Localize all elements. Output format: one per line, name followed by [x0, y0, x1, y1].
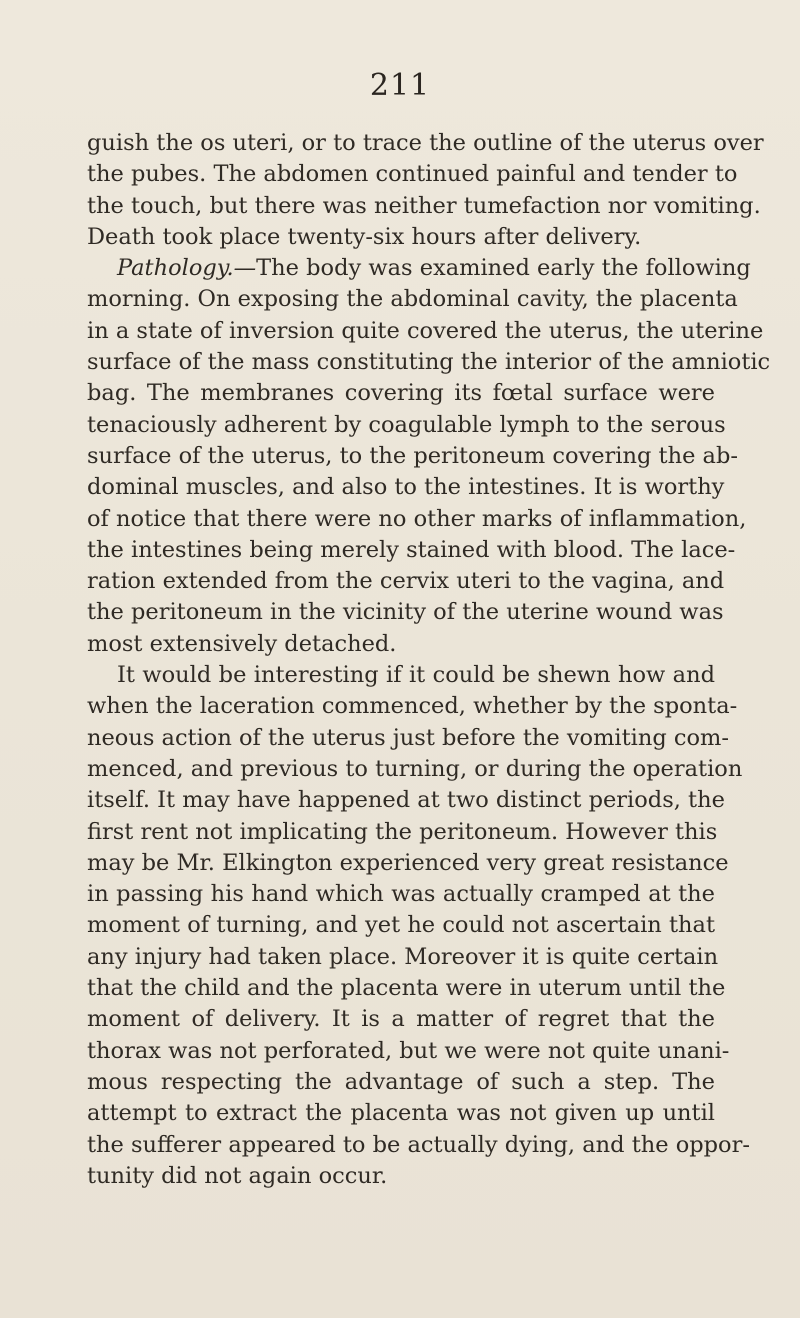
text-line: itself. It may have happened at two distinct periods, the — [87, 787, 725, 814]
text-line: neous action of the uterus just before the vomiting com- — [87, 724, 729, 751]
text-line: attempt to extract the placenta was not given up until — [87, 1100, 715, 1127]
body-text — [87, 128, 771, 1192]
text-line: surface of the uterus, to the peritoneum covering the ab- — [87, 442, 738, 469]
text-line: guish the os uteri, or to trace the outline of the uterus over — [87, 130, 764, 156]
text-line: tenaciously adherent by coagulable lymph to the serous — [87, 411, 726, 438]
text-line: dominal muscles, and also to the intestines. It is worthy — [87, 474, 725, 501]
text-line: any injury had taken place. Moreover it is quite certain — [87, 943, 719, 970]
text-line: bag. The membranes covering its fœtal surface were — [87, 380, 715, 407]
text-line: morning. On exposing the abdominal cavity, the placenta — [87, 286, 738, 313]
text-line: the intestines being merely stained with blood. The lace- — [87, 536, 736, 563]
text-line: that the child and the placenta were in uterum until the — [87, 975, 726, 1002]
text-line: in a state of inversion quite covered the uterus, the uterine — [87, 317, 764, 344]
text-line: the pubes. The abdomen continued painful and tender to — [87, 161, 738, 188]
pathology-heading: Pathology.— — [117, 255, 257, 282]
text-line: tunity did not again occur. — [87, 1162, 388, 1189]
text-line: first rent not implicating the peritoneum. However this — [87, 818, 718, 845]
text-line: mous respecting the advantage of such a step. The — [87, 1068, 715, 1095]
text-line: It would be interesting if it could be shewn how and — [117, 662, 715, 689]
text-line: may be Mr. Elkington experienced very great resistance — [87, 849, 729, 876]
text-line: thorax was not perforated, but we were not quite unani- — [87, 1037, 730, 1064]
text-line: The body was examined early the following — [256, 255, 751, 282]
text-line: ration extended from the cervix uteri to the vagina, and — [87, 568, 725, 595]
text-line: of notice that there were no other marks of inflammation, — [87, 505, 747, 532]
text-line: the peritoneum in the vicinity of the uterine wound was — [87, 599, 724, 626]
text-line: menced, and previous to turning, or during the operation — [87, 755, 743, 782]
paragraph-pathology — [87, 253, 751, 284]
text-line: moment of turning, and yet he could not ascertain that — [87, 912, 715, 939]
text-line: most extensively detached. — [87, 630, 397, 657]
text-line: in passing his hand which was actually cramped at the — [87, 881, 715, 908]
text-line: when the laceration commenced, whether by the sponta- — [87, 693, 738, 720]
text-line: the touch, but there was neither tumefaction nor vomiting. — [87, 192, 761, 219]
text-line: moment of delivery. It is a matter of regret that the — [87, 1006, 715, 1033]
page-number: 211 — [369, 68, 431, 103]
text-line: the sufferer appeared to be actually dying, and the oppor- — [87, 1131, 750, 1158]
text-line: surface of the mass constituting the interior of the amniotic — [87, 349, 771, 376]
text-line: Death took place twenty-six hours after delivery. — [87, 223, 642, 250]
